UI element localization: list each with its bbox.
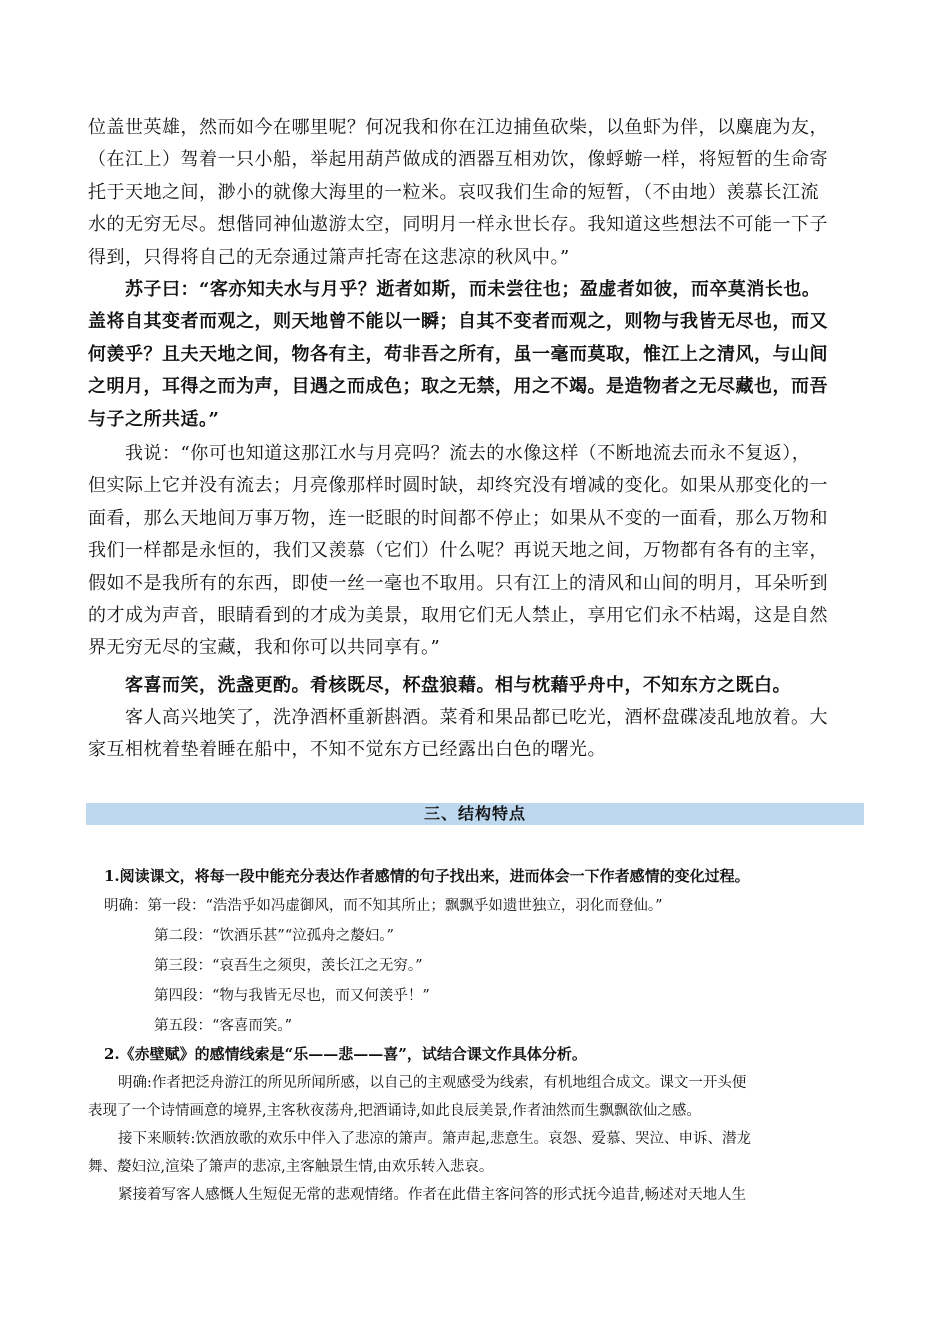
text-line: 与子之所共适。” [88, 408, 220, 430]
answer-2-line: 接下来顺转:饮酒放歌的欢乐中伴入了悲凉的箫声。箫声起,悲意生。哀怨、爱慕、哭泣、申诉、潜龙 [118, 1131, 751, 1147]
answer-2-line: 紧接着写客人感慨人生短促无常的悲观情绪。作者在此借主客问答的形式抚今追昔,畅述对天地人生 [118, 1187, 747, 1203]
text-line: 得到，只得将自己的无奈通过箫声托寄在这悲凉的秋风中。” [88, 246, 570, 268]
translation-paragraph-1 [88, 112, 864, 274]
answer-quote: “浩浩乎如冯虚御风，而不知其所止；飘飘乎如遗世独立，羽化而登仙。” [205, 898, 663, 914]
text-line: 何羡乎？且夫天地之间，物各有主，苟非吾之所有，虽一毫而莫取，惟江上之清风，与山间 [88, 343, 828, 365]
answer-2-line: 明确:作者把泛舟游江的所见所闻所感，以自己的主观感受为线索，有机地组合成文。课文一开头便 [118, 1075, 747, 1091]
text-line: 的才成为声音，眼睛看到的才成为美景，取用它们无人禁止，享用它们永不枯竭，这是自然 [88, 604, 828, 626]
answer-1-line: 第四段：“物与我皆无尽也，而又何羡乎！” [154, 988, 430, 1004]
translation-paragraph-3 [88, 702, 864, 767]
text-line: 客喜而笑，洗盏更酌。肴核既尽，杯盘狼藉。相与枕藉乎舟中，不知东方之既白。 [88, 675, 791, 696]
text-line: 位盖世英雄，然而如今在哪里呢？何况我和你在江边捕鱼砍柴，以鱼虾为伴，以麋鹿为友， [88, 117, 828, 138]
question-2: 2.《赤壁赋》的感情线索是“乐——悲——喜”，试结合课文作具体分析。 [104, 1045, 587, 1063]
text-line: 客人高兴地笑了，洗净酒杯重新斟酒。菜肴和果品都已吃光，酒杯盘碟凌乱地放着。大 [88, 707, 828, 728]
translation-paragraph-2 [88, 438, 864, 665]
text-line: 苏子曰：“客亦知夫水与月乎？逝者如斯，而未尝往也；盈虚者如彼，而卒莫消长也。 [88, 279, 821, 300]
answer-1-line: 第五段：“客喜而笑。” [154, 1018, 293, 1034]
text-line: 面看，那么天地间万事万物，连一眨眼的时间都不停止；如果从不变的一面看，那么万物和 [88, 507, 828, 529]
answer-1-line: 第二段：“饮酒乐甚”“泣孤舟之嫠妇。” [154, 928, 394, 944]
answer-2-line: 舞、嫠妇泣,渲染了箫声的悲凉,主客触景生情,由欢乐转入悲哀。 [88, 1159, 494, 1175]
text-line: 托于天地之间，渺小的就像大海里的一粒米。哀叹我们生命的短暂，（不由地）羡慕长江流 [88, 181, 819, 203]
text-line: 我们一样都是永恒的，我们又羡慕（它们）什么呢？再说天地之间，万物都有各有的主宰， [88, 540, 828, 562]
answer-1-first-line [104, 896, 663, 916]
section-heading: 三、结构特点 [86, 803, 864, 825]
text-line: 之明月，耳得之而为声，目遇之而成色；取之无禁，用之不竭。是造物者之无尽藏也，而吾 [88, 376, 828, 398]
original-text-paragraph-ke-xi [88, 670, 864, 702]
answer-2-line: 表现了一个诗情画意的境界,主客秋夜荡舟,把酒诵诗,如此良辰美景,作者油然而生飘飘欲仙之感。 [88, 1103, 701, 1119]
text-line: 假如不是我所有的东西，即使一丝一毫也不取用。只有江上的清风和山间的明月，耳朵听到 [88, 572, 828, 594]
text-line: 但实际上它并没有流去；月亮像那样时圆时缺，却终究没有增减的变化。如果从那变化的一 [88, 475, 828, 497]
text-line: 水的无穷无尽。想偕同神仙遨游太空，同明月一样永世长存。我知道这些想法不可能一下子 [88, 214, 828, 236]
text-line: 家互相枕着垫着睡在船中，不知不觉东方已经露出白色的曙光。 [88, 739, 606, 761]
original-text-paragraph-su-zi [88, 274, 864, 436]
answer-label: 明确：第一段： [104, 898, 206, 914]
question-1: 1.阅读课文，将每一段中能充分表达作者感情的句子找出来，进而体会一下作者感情的变化过程。 [104, 867, 750, 885]
text-line: 我说：“你可也知道这那江水与月亮吗？流去的水像这样（不断地流去而永不复返）， [88, 443, 811, 464]
text-line: 界无穷无尽的宝藏，我和你可以共同享有。” [88, 637, 441, 659]
text-line: （在江上）驾着一只小船，举起用葫芦做成的酒器互相劝饮，像蜉蝣一样，将短暂的生命寄 [88, 149, 828, 171]
answer-1-line: 第三段：“哀吾生之须臾，羡长江之无穷。” [154, 958, 423, 974]
text-line: 盖将自其变者而观之，则天地曾不能以一瞬；自其不变者而观之，则物与我皆无尽也，而又 [88, 311, 828, 333]
